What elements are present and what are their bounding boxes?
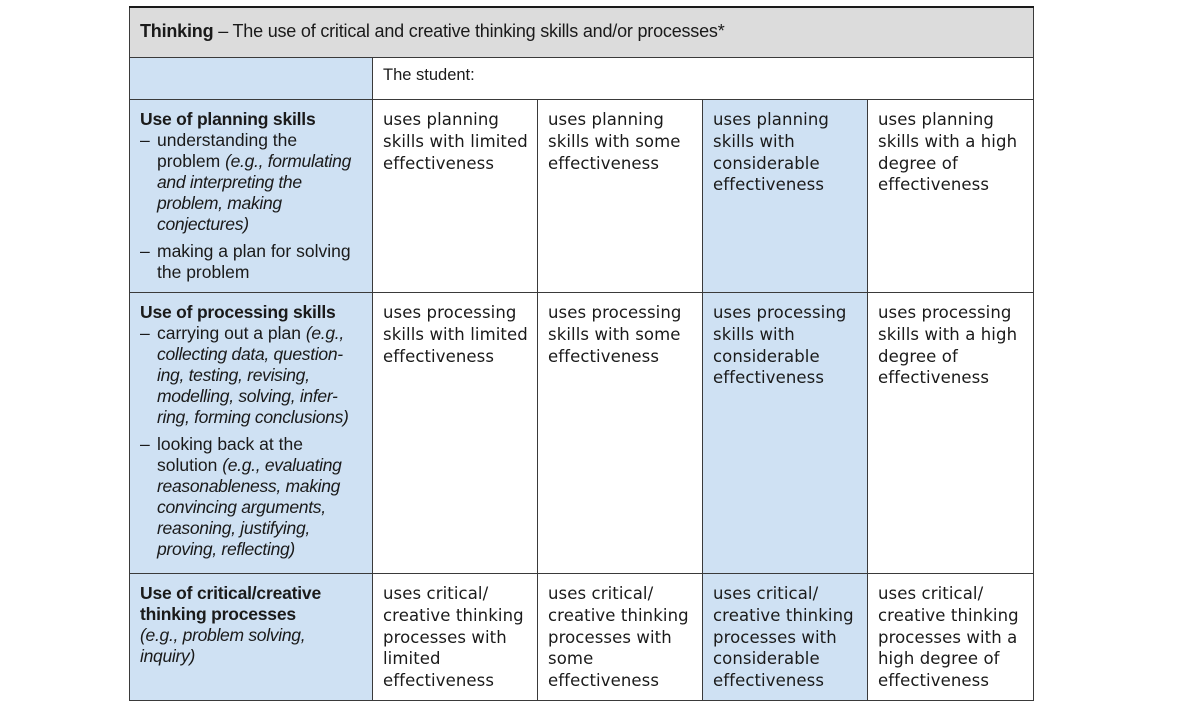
level-1-cell (373, 293, 538, 574)
dash: – (140, 434, 150, 454)
criterion-item-text: looking back at the solution (157, 434, 303, 475)
criterion-cell (130, 100, 373, 293)
level-4-cell (868, 293, 1034, 574)
criterion-item (140, 434, 364, 560)
level-3-cell (703, 293, 868, 574)
level-2-text: uses planning skills with some effectiveness (548, 110, 681, 173)
dash: – (140, 241, 150, 261)
criterion-title: Use of planning skills (140, 109, 316, 129)
level-2-cell (538, 293, 703, 574)
level-4-text: uses processing skills with a high degree of effectiveness (878, 303, 1018, 388)
level-2-text: uses critical/ creative thinking processes with some effectiveness (548, 584, 689, 691)
blank-corner-cell (130, 58, 373, 100)
student-label: The student: (383, 66, 475, 84)
level-2-cell (538, 100, 703, 293)
level-1-text: uses critical/ creative thinking processes with limited effectiveness (383, 584, 524, 691)
rubric-table (129, 6, 1034, 701)
level-4-text: uses critical/ creative thinking processes with a high degree of effectiveness (878, 584, 1019, 691)
criterion-item-example: (e.g., evaluating reasonableness, making convincing arguments, reasoning, justifying, proving, reflecting) (157, 455, 342, 559)
criterion-item-text: understanding the problem (157, 130, 298, 171)
level-1-text: uses processing skills with limited effectiveness (383, 303, 528, 366)
level-4-cell (868, 100, 1034, 293)
level-4-cell (868, 574, 1034, 701)
criterion-title: Use of processing skills (140, 302, 336, 322)
criterion-example: (e.g., problem solving, inquiry) (140, 625, 306, 666)
level-3-cell (703, 100, 868, 293)
category-title: Thinking (140, 21, 214, 41)
dash: – (140, 130, 150, 150)
level-1-text: uses planning skills with limited effectiveness (383, 110, 528, 173)
criterion-item-example: (e.g., collecting data, question-ing, testing, revising, modelling, solving, infer-ring, forming conclusions) (157, 323, 349, 427)
criteria-row-planning (130, 100, 1034, 293)
criterion-item (140, 323, 364, 428)
criterion-item-text: making a plan for solving the problem (157, 241, 351, 282)
criterion-cell (130, 293, 373, 574)
criterion-item (140, 241, 364, 283)
level-1-cell (373, 100, 538, 293)
level-3-text: uses planning skills with considerable effectiveness (713, 110, 829, 195)
criterion-item-text: carrying out a plan (157, 323, 306, 343)
header-row (130, 7, 1034, 58)
criteria-row-critical-creative (130, 574, 1034, 701)
level-2-cell (538, 574, 703, 701)
level-3-text: uses critical/ creative thinking processes with considerable effectiveness (713, 584, 854, 691)
criterion-cell (130, 574, 373, 701)
criterion-title: Use of critical/creative thinking processes (140, 583, 321, 624)
thinking-rubric (129, 6, 1033, 699)
dash: – (140, 323, 150, 343)
student-cell (373, 58, 1034, 100)
header-cell (130, 7, 1034, 58)
level-3-cell (703, 574, 868, 701)
student-row (130, 58, 1034, 100)
criterion-item (140, 130, 364, 235)
category-description: – The use of critical and creative thinking skills and/or processes* (213, 21, 725, 41)
criteria-row-processing (130, 293, 1034, 574)
level-2-text: uses processing skills with some effectiveness (548, 303, 682, 366)
level-3-text: uses processing skills with considerable effectiveness (713, 303, 847, 388)
level-4-text: uses planning skills with a high degree of effectiveness (878, 110, 1018, 195)
criterion-item-example: (e.g., formulating and interpreting the problem, making conjectures) (157, 151, 352, 234)
level-1-cell (373, 574, 538, 701)
